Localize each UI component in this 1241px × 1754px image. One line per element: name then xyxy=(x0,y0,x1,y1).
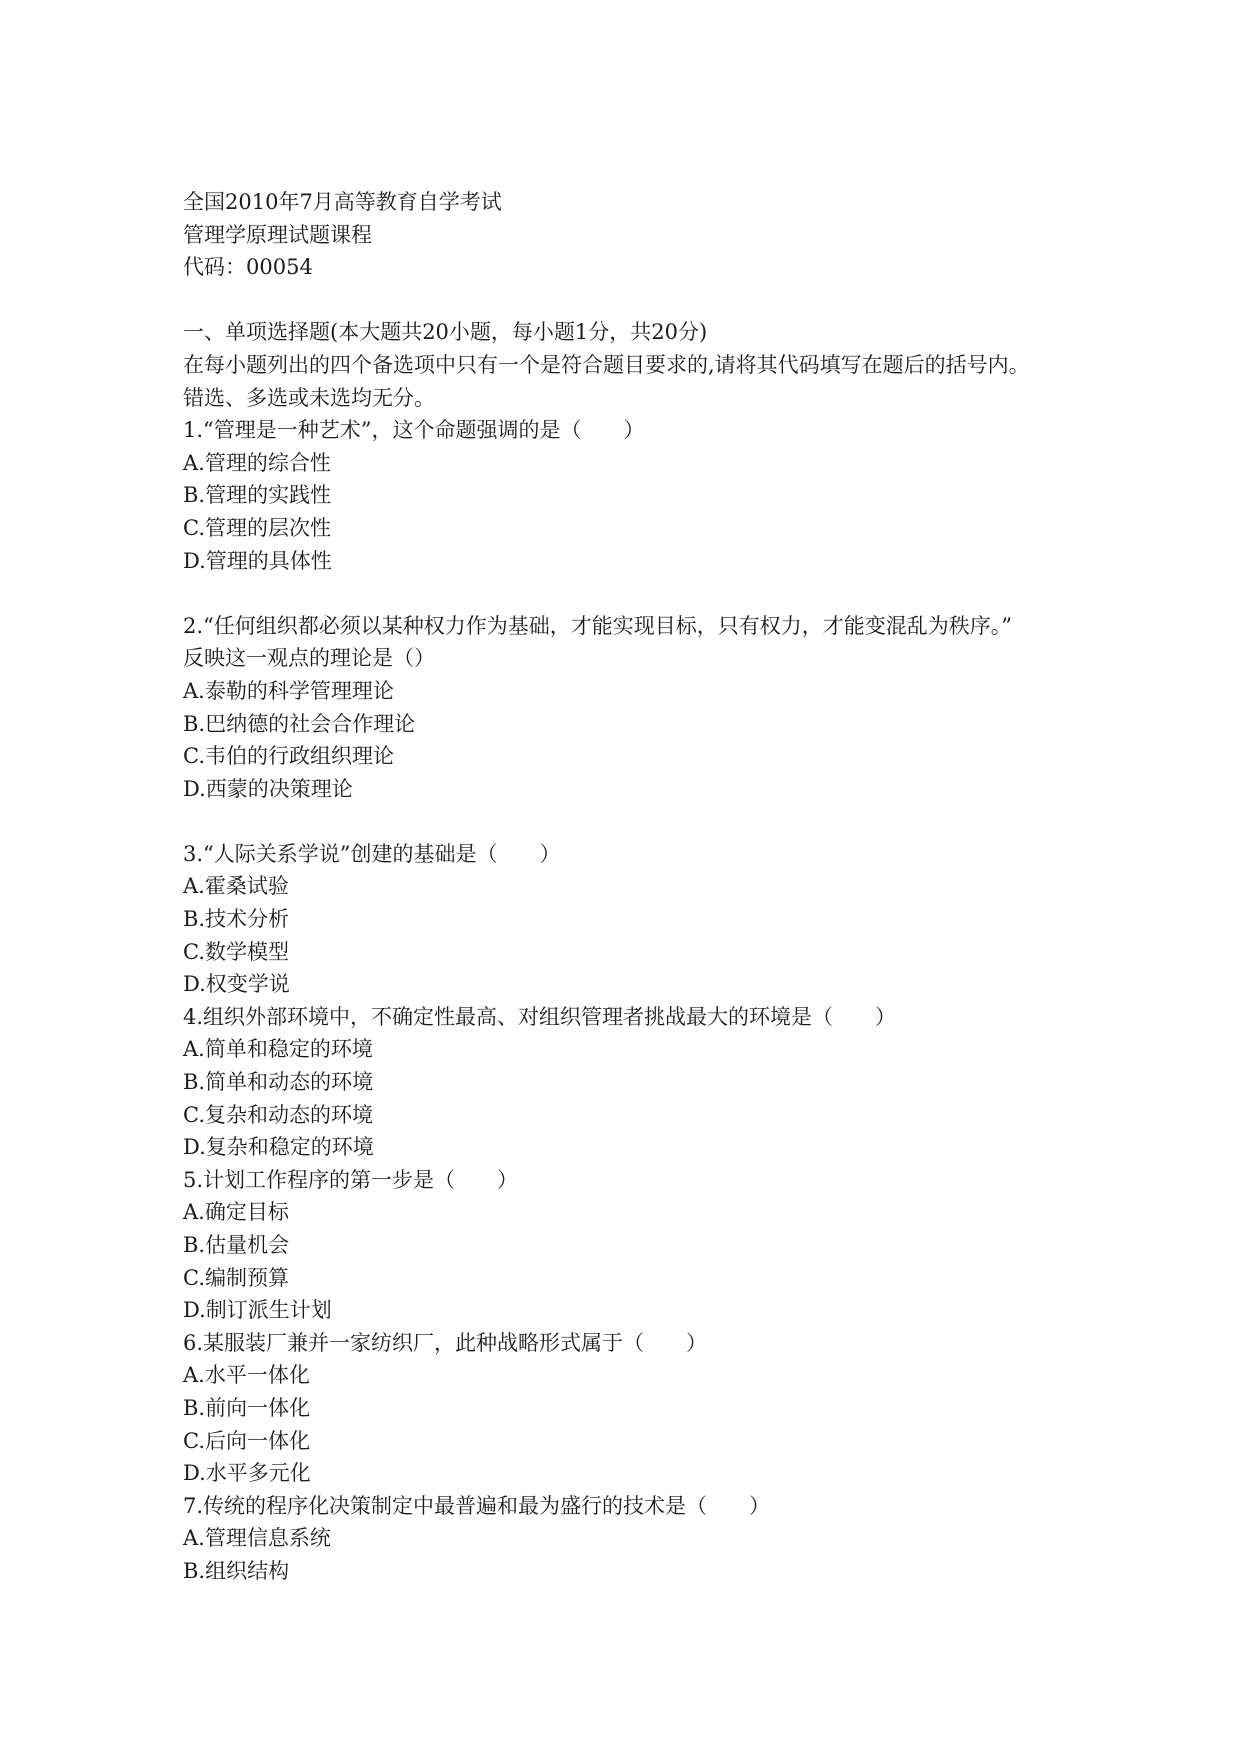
course-code: 代码：00054 xyxy=(183,255,313,280)
question-option: C.数学模型 xyxy=(183,939,289,964)
question-option: C.管理的层次性 xyxy=(183,515,331,540)
question-option: B.估量机会 xyxy=(183,1233,290,1257)
question-option: A.确定目标 xyxy=(183,1200,289,1225)
question-option: D.管理的具体性 xyxy=(183,548,332,573)
question-option: A.管理信息系统 xyxy=(183,1526,331,1551)
question-option: B.技术分析 xyxy=(183,907,290,932)
question-option: C.后向一体化 xyxy=(183,1428,310,1453)
question-option: C.韦伯的行政组织理论 xyxy=(183,744,394,769)
question-stem: 3.“人际关系学说”创建的基础是（ ） xyxy=(183,841,561,866)
question-option: D.权变学说 xyxy=(183,972,290,997)
question-option: D.西蒙的决策理论 xyxy=(183,776,353,801)
question-option: B.巴纳德的社会合作理论 xyxy=(183,711,416,736)
exam-content xyxy=(183,186,1143,1588)
question-stem: 5.计划工作程序的第一步是（ ） xyxy=(183,1167,519,1192)
question-option: A.水平一体化 xyxy=(183,1363,310,1388)
question-option: D.水平多元化 xyxy=(183,1461,311,1486)
question-option: B.组织结构 xyxy=(183,1558,290,1583)
question-stem: 2.“任何组织都必须以某种权力作为基础，才能实现目标，只有权力，才能变混乱为秩序。” xyxy=(183,613,1013,638)
question-option: C.复杂和动态的环境 xyxy=(183,1102,373,1127)
question-option: B.简单和动态的环境 xyxy=(183,1070,374,1095)
question-stem: 7.传统的程序化决策制定中最普遍和最为盛行的技术是（ ） xyxy=(183,1493,771,1518)
question-stem: 6.某服装厂兼并一家纺织厂，此种战略形式属于（ ） xyxy=(183,1330,708,1355)
section-instruction: 在每小题列出的四个备选项中只有一个是符合题目要求的,请将其代码填写在题后的括号内。 xyxy=(183,352,1030,377)
question-stem: 1.“管理是一种艺术”，这个命题强调的是（ ） xyxy=(183,418,645,443)
course-name: 管理学原理试题课程 xyxy=(183,222,372,247)
question-option: A.简单和稳定的环境 xyxy=(183,1037,373,1062)
question-stem-continued: 反映这一观点的理论是（） xyxy=(183,646,435,671)
question-stem: 4.组织外部环境中，不确定性最高、对组织管理者挑战最大的环境是（ ） xyxy=(183,1004,897,1029)
question-option: A.霍桑试验 xyxy=(183,874,289,899)
question-option: D.制订派生计划 xyxy=(183,1298,332,1323)
question-option: A.泰勒的科学管理理论 xyxy=(183,678,394,703)
question-option: B.前向一体化 xyxy=(183,1395,311,1420)
question-option: A.管理的综合性 xyxy=(183,450,331,475)
section-title: 一、单项选择题(本大题共20小题，每小题1分，共20分) xyxy=(183,320,708,345)
question-option: B.管理的实践性 xyxy=(183,483,332,508)
question-option: D.复杂和稳定的环境 xyxy=(183,1135,374,1160)
section-instruction: 错选、多选或未选均无分。 xyxy=(183,385,435,410)
question-option: C.编制预算 xyxy=(183,1265,289,1290)
exam-title: 全国2010年7月高等教育自学考试 xyxy=(183,190,502,214)
